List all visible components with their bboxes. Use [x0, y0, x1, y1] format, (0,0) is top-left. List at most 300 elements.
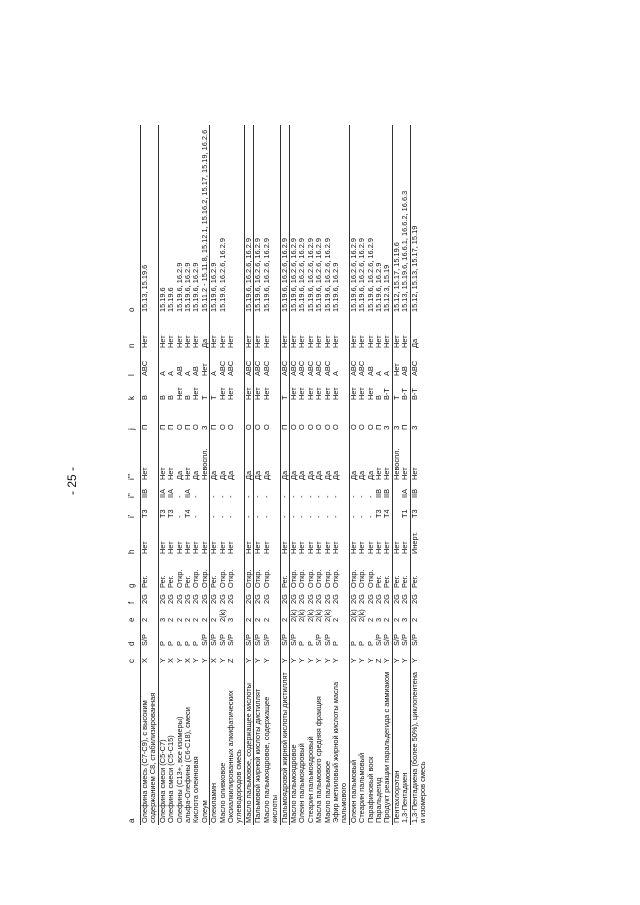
table-cell: -	[254, 500, 263, 520]
table-cell: 15.19.6, 16.2.9	[191, 262, 201, 312]
table-cell: 15.19.6, 16.2.6, 16.2.9	[217, 238, 227, 312]
table-cell: 15.11.2 - 15.11.8, 15.12.1, 15.16.2, 15.17, 15.19, 16.2.6	[199, 129, 209, 312]
table-cell: 2(k)	[349, 606, 358, 624]
table-cell: Нет	[140, 541, 149, 554]
table-cell: Y	[410, 648, 427, 665]
table-cell: Нет	[382, 541, 392, 554]
table-cell: X	[183, 658, 193, 663]
table-cell: 15.19.6, 16.2.9	[330, 262, 340, 312]
table-cell: -	[349, 482, 358, 500]
table-cell: B	[373, 395, 383, 400]
table-cell: Нет	[349, 314, 358, 350]
table-cell: ABC	[314, 360, 324, 376]
table-cell: Нет	[297, 335, 307, 348]
table-cell: 2(k)	[305, 609, 315, 622]
table-cell: Нет	[382, 467, 392, 480]
table-cell: -	[217, 515, 227, 518]
table-cell: 3	[158, 606, 167, 624]
table-cell: ABC	[322, 360, 332, 376]
table-cell: Нет	[158, 314, 167, 350]
table-cell: S/P	[244, 624, 253, 648]
table-cell: B-T	[410, 378, 427, 402]
table-cell: 2G	[183, 594, 193, 604]
table-cell: S/P	[410, 624, 427, 648]
table-cell: 2G	[314, 594, 324, 604]
table-cell: Нет	[289, 520, 298, 556]
product-name-cell: Олефина смеси (С5-С7)	[158, 665, 167, 825]
table-cell: -	[226, 495, 236, 498]
table-cell: 15.19.6	[166, 287, 176, 312]
table-cell: Нет	[166, 467, 176, 480]
table-cell: Откр.	[305, 569, 315, 588]
table-cell: X	[140, 658, 149, 663]
table-cell: A	[330, 371, 340, 376]
table-cell: Нет	[392, 314, 401, 350]
table-cell: 2G	[140, 594, 149, 604]
table-cell: Нет	[373, 335, 383, 348]
table-cell: З	[199, 425, 209, 430]
table-cell: 2G	[191, 594, 201, 604]
table-cell: Рег.	[410, 556, 427, 590]
table-cell: 2	[183, 617, 193, 622]
table-cell: Рег.	[400, 575, 410, 588]
table-cell: Нет	[305, 335, 315, 348]
table-cell: 15.19.6, 16.2.6, 16.2.9	[254, 125, 263, 314]
table-row	[280, 125, 289, 825]
table-cell: A	[183, 371, 193, 376]
table-cell: P	[191, 641, 201, 646]
table-cell: Нет	[322, 387, 332, 400]
table-cell: -	[289, 482, 298, 500]
table-cell: 15.12, 15.13, 15.17, 15.19	[410, 125, 427, 314]
table-cell: Нет	[330, 541, 340, 554]
table-row	[227, 125, 244, 825]
table-cell: -	[330, 495, 340, 498]
table-cell: Нет	[392, 520, 401, 556]
table-cell: 15.19.6, 16.2.6, 16.2.9	[297, 238, 307, 312]
table-cell: P	[158, 624, 167, 648]
table-cell: S/P	[400, 634, 410, 646]
table-cell: AB	[191, 366, 201, 376]
table-cell: Откр.	[217, 569, 227, 588]
table-cell: П	[166, 424, 176, 430]
table-cell: 15.19.6, 16.2.6, 16.2.9	[357, 238, 367, 312]
table-cell: 2G	[254, 590, 263, 606]
table-cell: Нет	[261, 541, 271, 554]
product-name-cell: Масло пальмоядровое, содержащее кислоты	[261, 696, 280, 823]
table-cell: Откр.	[191, 569, 201, 588]
table-cell: 2G	[392, 590, 401, 606]
product-name-cell: Пальмоядровой жирной кислоты дистиллят	[280, 665, 289, 825]
table-cell: Откр.	[365, 569, 375, 588]
table-cell: Да	[210, 432, 219, 482]
header-cell: c	[124, 648, 141, 665]
table-cell: 15.19.6, 16.2.9	[174, 262, 184, 312]
table-cell: B-T	[382, 388, 392, 400]
table-cell: -	[174, 495, 184, 498]
table-cell: Откр.	[297, 569, 307, 588]
table-cell: -	[357, 515, 367, 518]
table-cell: -	[254, 482, 263, 500]
table-cell: Рег.	[183, 575, 193, 588]
table-cell: О	[365, 424, 375, 430]
table-cell: П	[183, 424, 193, 430]
table-cell: Да	[297, 470, 307, 480]
table-cell: Рег.	[373, 575, 383, 588]
table-cell: Рег.	[210, 556, 219, 590]
product-name-cell: 1,3-Пентадиен	[400, 772, 410, 823]
table-cell: Рег.	[392, 556, 401, 590]
table-cell: 15.12, 15.17, 15.19.6	[392, 125, 401, 314]
table-cell: -	[297, 495, 307, 498]
table-cell: 2G	[305, 594, 315, 604]
header-cell: e	[124, 606, 141, 624]
table-cell: Т	[392, 378, 401, 402]
product-name-cell: Масло оливковое	[217, 762, 227, 823]
table-cell: Нет	[174, 335, 184, 348]
table-cell: З	[382, 425, 392, 430]
page-number: - 25 -	[65, 466, 80, 496]
product-name-cell: Олефина смеси (С5-С15)	[166, 735, 176, 823]
table-cell: A	[382, 371, 392, 376]
table-cell: Рег.	[280, 556, 289, 590]
table-cell: -	[261, 495, 271, 498]
table-cell: З	[392, 402, 401, 432]
table-cell: Нет	[330, 387, 340, 400]
table-cell: Т	[199, 395, 209, 400]
table-cell: B-T	[400, 388, 410, 400]
header-cell: i'''	[124, 432, 141, 482]
rotated-table-container	[124, 125, 542, 825]
table-cell: Нет	[400, 467, 410, 480]
table-cell: 2(k)	[289, 606, 298, 624]
table-cell: Нет	[330, 335, 340, 348]
table-cell: О	[297, 424, 307, 430]
table-cell: 2	[382, 617, 392, 622]
table-cell: Y	[174, 658, 184, 663]
table-cell: О	[174, 424, 184, 430]
table-cell: О	[357, 424, 367, 430]
table-cell: Нет	[373, 541, 383, 554]
table-cell: О	[330, 424, 340, 430]
table-cell: Z	[226, 658, 236, 663]
table-cell: -	[297, 515, 307, 518]
table-cell: 2	[365, 617, 375, 622]
product-name-cell: Олефины (С13+, все изомеры)	[174, 716, 184, 823]
table-cell: 15.19.6	[158, 125, 167, 314]
table-cell: ABC	[289, 350, 298, 378]
table-cell: 15.19.6, 16.2.6, 16.2.9	[261, 238, 271, 312]
product-name-cell: 1,3-Пентадиена (более 50%), циклопентена и изомеров смесь	[410, 665, 427, 825]
table-cell: Y	[305, 658, 315, 663]
product-name-cell: Масло пальмовое, содержащее кислоты	[244, 665, 253, 825]
table-cell: Т	[210, 378, 219, 402]
table-cell: Y	[330, 658, 340, 663]
table-cell: З	[410, 402, 427, 432]
table-cell: 2G	[244, 590, 253, 606]
table-cell: 2G	[166, 594, 176, 604]
table-cell: 15.19.6, 16.2.6, 16.2.9	[289, 125, 298, 314]
table-cell: P	[330, 641, 340, 646]
table-cell: Рег.	[140, 575, 149, 588]
table-cell: Нет	[226, 335, 236, 348]
table-cell: Т	[280, 378, 289, 402]
table-cell: -	[314, 495, 324, 498]
table-cell: 2	[410, 606, 427, 624]
product-name-cell: Пальмовой жирной кислоты дистиллят	[254, 665, 263, 825]
table-cell: Да	[174, 470, 184, 480]
table-cell: Да	[314, 470, 324, 480]
header-cell: d	[124, 624, 141, 648]
table-cell: Откр.	[174, 569, 184, 588]
table-cell: 2G	[174, 594, 184, 604]
table-cell: Z	[373, 658, 383, 663]
table-cell: Рег.	[382, 575, 392, 588]
table-cell: Т3	[373, 509, 383, 518]
header-cell: h	[124, 520, 141, 556]
table-cell: П	[140, 424, 149, 430]
table-cell: 2G	[400, 594, 410, 604]
table-cell: Нет	[158, 520, 167, 556]
product-name-cell: Олефина смесь (С7-С9), с высоким содержанием С8, стабилизированная	[140, 692, 158, 823]
table-cell: О	[322, 424, 332, 430]
table-cell: Да	[305, 470, 315, 480]
table-cell: Y	[261, 658, 271, 663]
table-cell	[227, 125, 244, 314]
table-cell: S/P	[199, 634, 209, 646]
table-row	[332, 125, 349, 825]
table-cell: ABC	[280, 350, 289, 378]
table-cell: S/P	[373, 634, 383, 646]
table-cell: 2	[392, 606, 401, 624]
product-name-cell: Парафиновый воск	[365, 756, 375, 823]
table-cell: Невоспл.	[392, 432, 401, 482]
table-cell: Нет	[314, 335, 324, 348]
table-cell: Y	[297, 658, 307, 663]
table-cell: -	[210, 500, 219, 520]
table-cell: -	[289, 500, 298, 520]
table-cell: Нет	[183, 467, 193, 480]
table-cell: Да	[365, 470, 375, 480]
table-cell: Т4	[382, 509, 392, 518]
table-cell: Т4	[183, 509, 193, 518]
table-cell: Нет	[400, 541, 410, 554]
table-cell: Инерт.	[410, 520, 427, 556]
table-cell: -	[217, 495, 227, 498]
table-cell: 15.19.6, 16.2.6, 16.2.9	[314, 238, 324, 312]
table-cell: Откр.	[330, 569, 340, 588]
table-cell: -	[280, 500, 289, 520]
table-cell: Нет	[226, 387, 236, 400]
table-cell: 2	[166, 617, 176, 622]
table-cell: Нет	[217, 335, 227, 348]
table-cell: X	[210, 648, 219, 665]
product-name-cell: Продукт реакции паральдегида с аммиаком	[382, 671, 392, 823]
table-cell: S/P	[314, 634, 324, 646]
table-cell: Нет	[183, 541, 193, 554]
table-cell: B	[158, 378, 167, 402]
table-row	[141, 125, 159, 825]
table-cell: Да	[330, 470, 340, 480]
table-cell: Да	[199, 338, 209, 348]
table-cell: 3	[373, 617, 383, 622]
table-cell: Нет	[297, 387, 307, 400]
table-cell: Нет	[280, 314, 289, 350]
table-cell: IIA	[158, 482, 167, 500]
table-cell: Да	[254, 432, 263, 482]
table-cell: Нет	[210, 520, 219, 556]
table-row	[410, 125, 427, 825]
table-cell: IIB	[382, 488, 392, 498]
table-cell: Нет	[365, 387, 375, 400]
table-cell: Y	[199, 658, 209, 663]
cargo-table	[124, 125, 427, 825]
table-cell: A	[210, 350, 219, 378]
table-cell: Нет	[217, 541, 227, 554]
table-cell: ABC	[357, 360, 367, 376]
product-name-cell: Масло пальмовое	[322, 760, 332, 823]
table-cell: Нет	[166, 335, 176, 348]
table-cell: 2	[191, 617, 201, 622]
table-cell: Откр.	[226, 569, 236, 588]
table-cell: B	[140, 395, 149, 400]
table-cell: P	[183, 641, 193, 646]
table-cell: B	[183, 395, 193, 400]
table-body	[141, 125, 428, 825]
table-cell: A	[158, 350, 167, 378]
table-cell: S/P	[280, 624, 289, 648]
table-cell: P	[365, 641, 375, 646]
product-name-cell: Пентахлорэтан	[392, 665, 401, 825]
header-cell: o	[124, 125, 141, 314]
table-cell: Откр.	[289, 556, 298, 590]
table-cell: Да	[280, 432, 289, 482]
table-cell: Нет	[210, 314, 219, 350]
table-cell: Да	[322, 470, 332, 480]
table-cell: ABC	[305, 360, 315, 376]
table-cell: S/P	[382, 634, 392, 646]
table-cell: -	[226, 515, 236, 518]
table-cell: Нет	[410, 432, 427, 482]
table-cell: AB	[400, 366, 410, 376]
product-name-cell: Оксиалкилированных алкифатических углеводородов смесь	[226, 690, 244, 823]
table-cell: -	[349, 500, 358, 520]
table-cell: 2(k)	[357, 609, 367, 622]
table-cell: О	[305, 424, 315, 430]
table-cell: Y	[289, 648, 298, 665]
header-cell: f	[124, 590, 141, 606]
product-name-cell: Масла пальмового средняя фракция	[314, 696, 324, 823]
product-name-cell: Кислота олеиновая	[191, 756, 201, 823]
header-cell: l	[124, 350, 141, 378]
table-cell: 2G	[365, 594, 375, 604]
table-cell: Нет	[254, 378, 263, 402]
table-cell: Откр.	[349, 556, 358, 590]
table-cell: Нет	[280, 520, 289, 556]
table-cell: Нет	[254, 520, 263, 556]
table-cell: Нет	[289, 314, 298, 350]
table-cell: Нет	[140, 467, 149, 480]
header-cell: n	[124, 314, 141, 350]
table-cell: Да	[244, 432, 253, 482]
table-cell: 2(k)	[314, 609, 324, 622]
table-cell: Нет	[357, 335, 367, 348]
table-cell: Y	[158, 648, 167, 665]
table-cell: Нет	[183, 335, 193, 348]
table-cell: P	[174, 641, 184, 646]
table-cell: Нет	[314, 387, 324, 400]
table-cell: О	[217, 424, 227, 430]
table-cell: 15.19.6, 16.2.9	[373, 262, 383, 312]
table-cell: 2	[174, 617, 184, 622]
table-cell: Нет	[166, 541, 176, 554]
table-cell: 3	[226, 617, 236, 622]
table-row	[263, 125, 280, 825]
table-cell: Нет	[314, 541, 324, 554]
table-cell: Y	[314, 658, 324, 663]
table-cell: ABC	[261, 360, 271, 376]
table-cell: P	[349, 624, 358, 648]
table-cell: Нет	[289, 378, 298, 402]
table-cell: 2(k)	[217, 609, 227, 622]
table-cell: -	[314, 515, 324, 518]
table-cell: 2	[330, 617, 340, 622]
table-cell: Нет	[226, 541, 236, 554]
table-cell: 2G	[158, 590, 167, 606]
product-name-cell: Стеарин пальмоядровый	[305, 736, 315, 823]
table-cell: 2G	[289, 590, 298, 606]
table-cell: 2G	[261, 594, 271, 604]
table-cell: 15.19.6, 16.2.6, 16.2.9	[322, 238, 332, 312]
product-name-cell: Олеин пальмовый	[349, 665, 358, 825]
table-cell: Т1	[400, 509, 410, 518]
table-cell: IIA	[166, 488, 176, 498]
table-cell: Нет	[400, 335, 410, 348]
table-cell: Да	[410, 314, 427, 350]
table-cell: 15.13, 15.19.6, 16.6.1, 16.6.2, 16.6.3	[400, 190, 410, 312]
table-cell: Нет	[254, 314, 263, 350]
table-cell: Нет	[297, 541, 307, 554]
table-cell: 2G	[330, 594, 340, 604]
table-cell: Рег.	[166, 575, 176, 588]
table-cell: Нет	[244, 378, 253, 402]
table-cell: -	[322, 515, 332, 518]
table-cell: Нет	[199, 363, 209, 376]
table-cell: П	[210, 402, 219, 432]
table-cell: Нет	[174, 541, 184, 554]
table-cell: 2(k)	[297, 609, 307, 622]
table-cell: P	[357, 641, 367, 646]
header-cell: i'	[124, 500, 141, 520]
table-cell: A	[373, 371, 383, 376]
table-cell: Нет	[349, 378, 358, 402]
header-cell: a	[124, 665, 141, 825]
table-cell: Нет	[174, 387, 184, 400]
table-cell: ABC	[244, 350, 253, 378]
table-cell: S/P	[254, 624, 263, 648]
table-cell: Нет	[322, 335, 332, 348]
table-cell: Нет	[382, 335, 392, 348]
table-cell: -	[244, 500, 253, 520]
table-cell: -	[365, 495, 375, 498]
table-cell: S/P	[392, 624, 401, 648]
table-cell: Нет	[244, 520, 253, 556]
table-cell: -	[191, 515, 201, 518]
table-cell: Т3	[158, 500, 167, 520]
table-cell: ABC	[217, 360, 227, 376]
table-cell: О	[289, 402, 298, 432]
table-cell: 2G	[357, 594, 367, 604]
